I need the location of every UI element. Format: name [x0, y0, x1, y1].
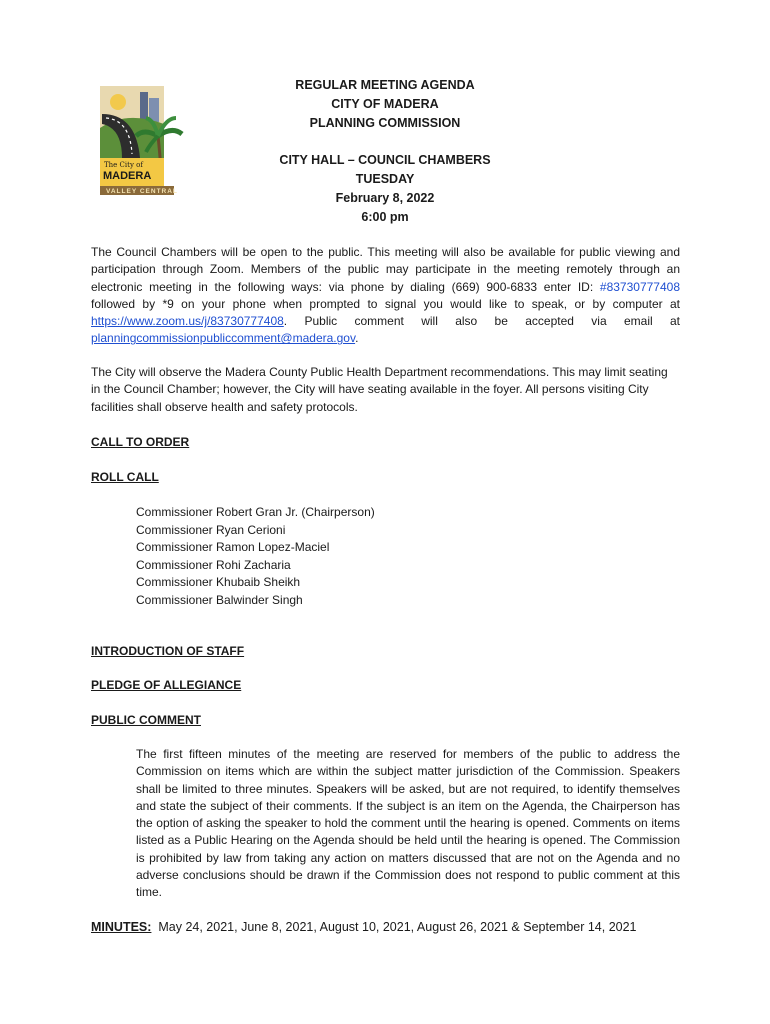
email-link[interactable]: planningcommissionpubliccomment@madera.gov: [91, 331, 356, 346]
logo-line-1: The City of: [104, 161, 143, 169]
header-city: CITY OF MADERA: [331, 97, 439, 111]
introduction-of-staff-heading: INTRODUCTION OF STAFF: [91, 644, 245, 658]
public-comment-heading: PUBLIC COMMENT: [91, 713, 201, 727]
minutes-dates: May 24, 2021, June 8, 2021, August 10, 2021, August 26, 2021 & September 14, 2021: [158, 920, 637, 934]
logo-line-3: VALLEY CENTRAL: [106, 188, 178, 195]
agenda-header: [240, 76, 530, 227]
meeting-id: #83730777408: [599, 279, 680, 294]
commissioner-item: Commissioner Ramon Lopez-Maciel: [136, 540, 330, 554]
header-day: TUESDAY: [355, 172, 415, 186]
intro-text-d: .: [355, 331, 359, 346]
commissioner-list: [136, 504, 375, 609]
commissioner-item: Commissioner Robert Gran Jr. (Chairperson): [136, 505, 375, 519]
commissioner-item: Commissioner Ryan Cerioni: [136, 522, 286, 537]
intro-text-c: . Public comment will also be accepted via email at: [283, 314, 680, 329]
intro-text-b: followed by *9 on your phone when prompted to signal you would like to speak, or by computer at: [91, 296, 680, 311]
header-location: CITY HALL – COUNCIL CHAMBERS: [279, 153, 491, 167]
header-time: 6:00 pm: [361, 210, 409, 224]
city-of-madera-logo: [96, 84, 186, 196]
header-date: February 8, 2022: [335, 191, 435, 205]
logo-line-2: MADERA: [103, 170, 152, 182]
header-body: PLANNING COMMISSION: [309, 116, 461, 130]
health-notice-paragraph: The City will observe the Madera County Public Health Department recommendations. This may limit seating in the Council Chamber; however, the City will have seating available in the foyer. All persons visiting City facilities shall observe health and safety protocols.: [91, 365, 668, 414]
header-title: REGULAR MEETING AGENDA: [295, 78, 475, 92]
intro-text-a: The Council Chambers will be open to the public. This meeting will also be available for public viewing and participation through Zoom. Members of the public may participate in the meeting remotely through an electronic meeting in the following ways: via phone by dialing (669) 900-6833 enter ID:: [91, 245, 680, 294]
call-to-order-heading: CALL TO ORDER: [91, 435, 190, 449]
commissioner-item: Commissioner Balwinder Singh: [136, 592, 303, 607]
roll-call-heading: ROLL CALL: [91, 470, 159, 484]
minutes-line: [91, 920, 637, 934]
public-access-paragraph: [91, 244, 680, 348]
public-comment-paragraph: The first fifteen minutes of the meeting are reserved for members of the public to address the Commission on items which are within the subject matter jurisdiction of the Commission. Speakers shall be limited to three minutes. Speakers will be asked, but are not required, to identify themselves and state the subject of their comments. If the subject is an item on the Agenda, the Chairperson has the option of asking the speaker to hold the comment until the hearing is opened. Comments on items listed as a Public Hearing on the Agenda should be held until the hearing is opened. The Commission is prohibited by law from taking any action on matters discussed that are not on the Agenda and no adverse conclusions should be drawn if the Commission does not respond to public comment at this time.: [136, 747, 680, 900]
minutes-label: MINUTES:: [91, 920, 152, 934]
pledge-heading: PLEDGE OF ALLEGIANCE: [91, 678, 242, 692]
commissioner-item: Commissioner Khubaib Sheikh: [136, 575, 301, 589]
zoom-link[interactable]: https://www.zoom.us/j/83730777408: [91, 314, 284, 329]
commissioner-item: Commissioner Rohi Zacharia: [136, 557, 291, 572]
